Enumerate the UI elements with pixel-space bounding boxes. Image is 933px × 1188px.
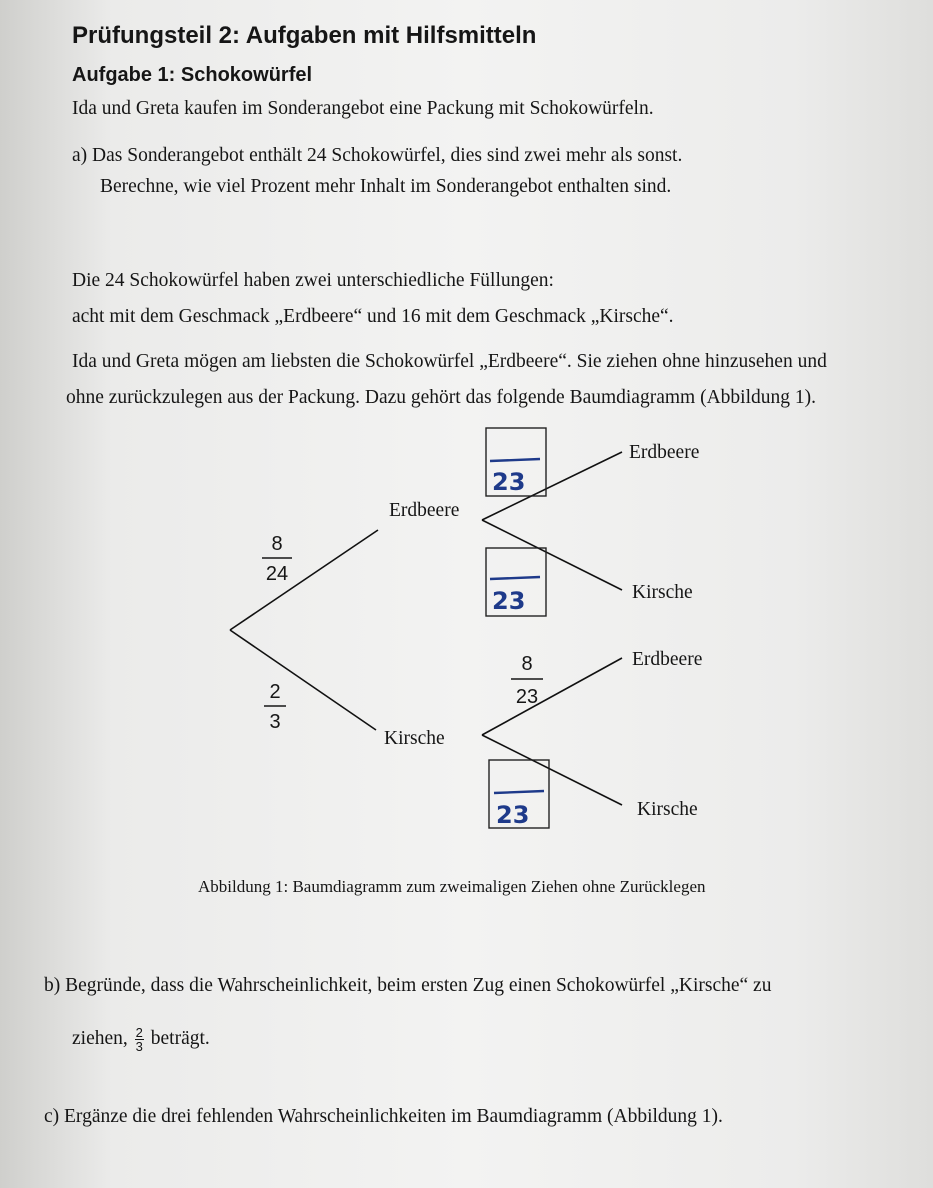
intro-text: Ida und Greta kaufen im Sonderangebot eine Packung mit Schokowürfeln. bbox=[72, 98, 654, 119]
part-c-question: c) Ergänze die drei fehlenden Wahrscheinlichkeiten im Baumdiagramm (Abbildung 1). bbox=[44, 1106, 723, 1127]
handwritten-answer-2: 23 bbox=[492, 587, 526, 615]
handwritten-answer-1: 23 bbox=[492, 468, 526, 496]
part-b-line-2 bbox=[72, 1026, 210, 1053]
branch-first-erdbeere bbox=[230, 530, 378, 630]
handwritten-fraction-bar bbox=[490, 577, 540, 579]
leaf-label-erdbeere-kirsche: Kirsche bbox=[632, 582, 693, 603]
prob-kirsche-erdbeere-den: 23 bbox=[515, 686, 539, 708]
info-line-2: acht mit dem Geschmack „Erdbeere“ und 16 mit dem Geschmack „Kirsche“. bbox=[72, 306, 674, 327]
leaf-label-kirsche-kirsche: Kirsche bbox=[637, 799, 698, 820]
info-line-1: Die 24 Schokowürfel haben zwei unterschiedliche Füllungen: bbox=[72, 270, 554, 291]
part-b-fraction-den: 3 bbox=[135, 1039, 143, 1054]
prob-first-erdbeere-num: 8 bbox=[271, 533, 283, 555]
node-label-erdbeere: Erdbeere bbox=[389, 500, 460, 521]
handwritten-answer-3: 23 bbox=[496, 801, 530, 829]
info-line-4: ohne zurückzulegen aus der Packung. Dazu gehört das folgende Baumdiagramm (Abbildung 1). bbox=[66, 387, 816, 408]
part-b-fraction-num: 2 bbox=[135, 1025, 143, 1040]
task-title: Aufgabe 1: Schokowürfel bbox=[72, 64, 313, 86]
prob-first-kirsche-num: 2 bbox=[269, 681, 281, 703]
part-b-fraction bbox=[135, 1026, 144, 1053]
branch-first-kirsche bbox=[230, 630, 376, 730]
part-a-question: a) Das Sonderangebot enthält 24 Schokowürfel, dies sind zwei mehr als sonst. bbox=[72, 145, 683, 166]
part-a-instruction: Berechne, wie viel Prozent mehr Inhalt im Sonderangebot enthalten sind. bbox=[100, 176, 672, 197]
prob-first-kirsche-den: 3 bbox=[269, 711, 281, 733]
leaf-label-kirsche-erdbeere: Erdbeere bbox=[632, 649, 703, 670]
part-b-text-before: ziehen, bbox=[72, 1027, 128, 1049]
part-b-text-after: beträgt. bbox=[150, 1027, 210, 1049]
part-b-question: b) Begründe, dass die Wahrscheinlichkeit, beim ersten Zug einen Schokowürfel „Kirsche“ zu bbox=[44, 975, 772, 996]
branch-kirsche-erdbeere bbox=[482, 658, 622, 735]
handwritten-fraction-bar bbox=[490, 459, 540, 461]
prob-kirsche-erdbeere-num: 8 bbox=[521, 653, 533, 675]
leaf-label-erdbeere-erdbeere: Erdbeere bbox=[629, 442, 700, 463]
prob-first-erdbeere-den: 24 bbox=[265, 563, 289, 585]
node-label-kirsche: Kirsche bbox=[384, 728, 445, 749]
figure-caption: Abbildung 1: Baumdiagramm zum zweimaligen Ziehen ohne Zurücklegen bbox=[198, 877, 706, 896]
handwritten-fraction-bar bbox=[494, 791, 544, 793]
branch-kirsche-kirsche bbox=[482, 735, 622, 805]
page-heading: Prüfungsteil 2: Aufgaben mit Hilfsmitteln bbox=[72, 22, 537, 49]
info-line-3: Ida und Greta mögen am liebsten die Schokowürfel „Erdbeere“. Sie ziehen ohne hinzusehen und bbox=[72, 351, 827, 372]
